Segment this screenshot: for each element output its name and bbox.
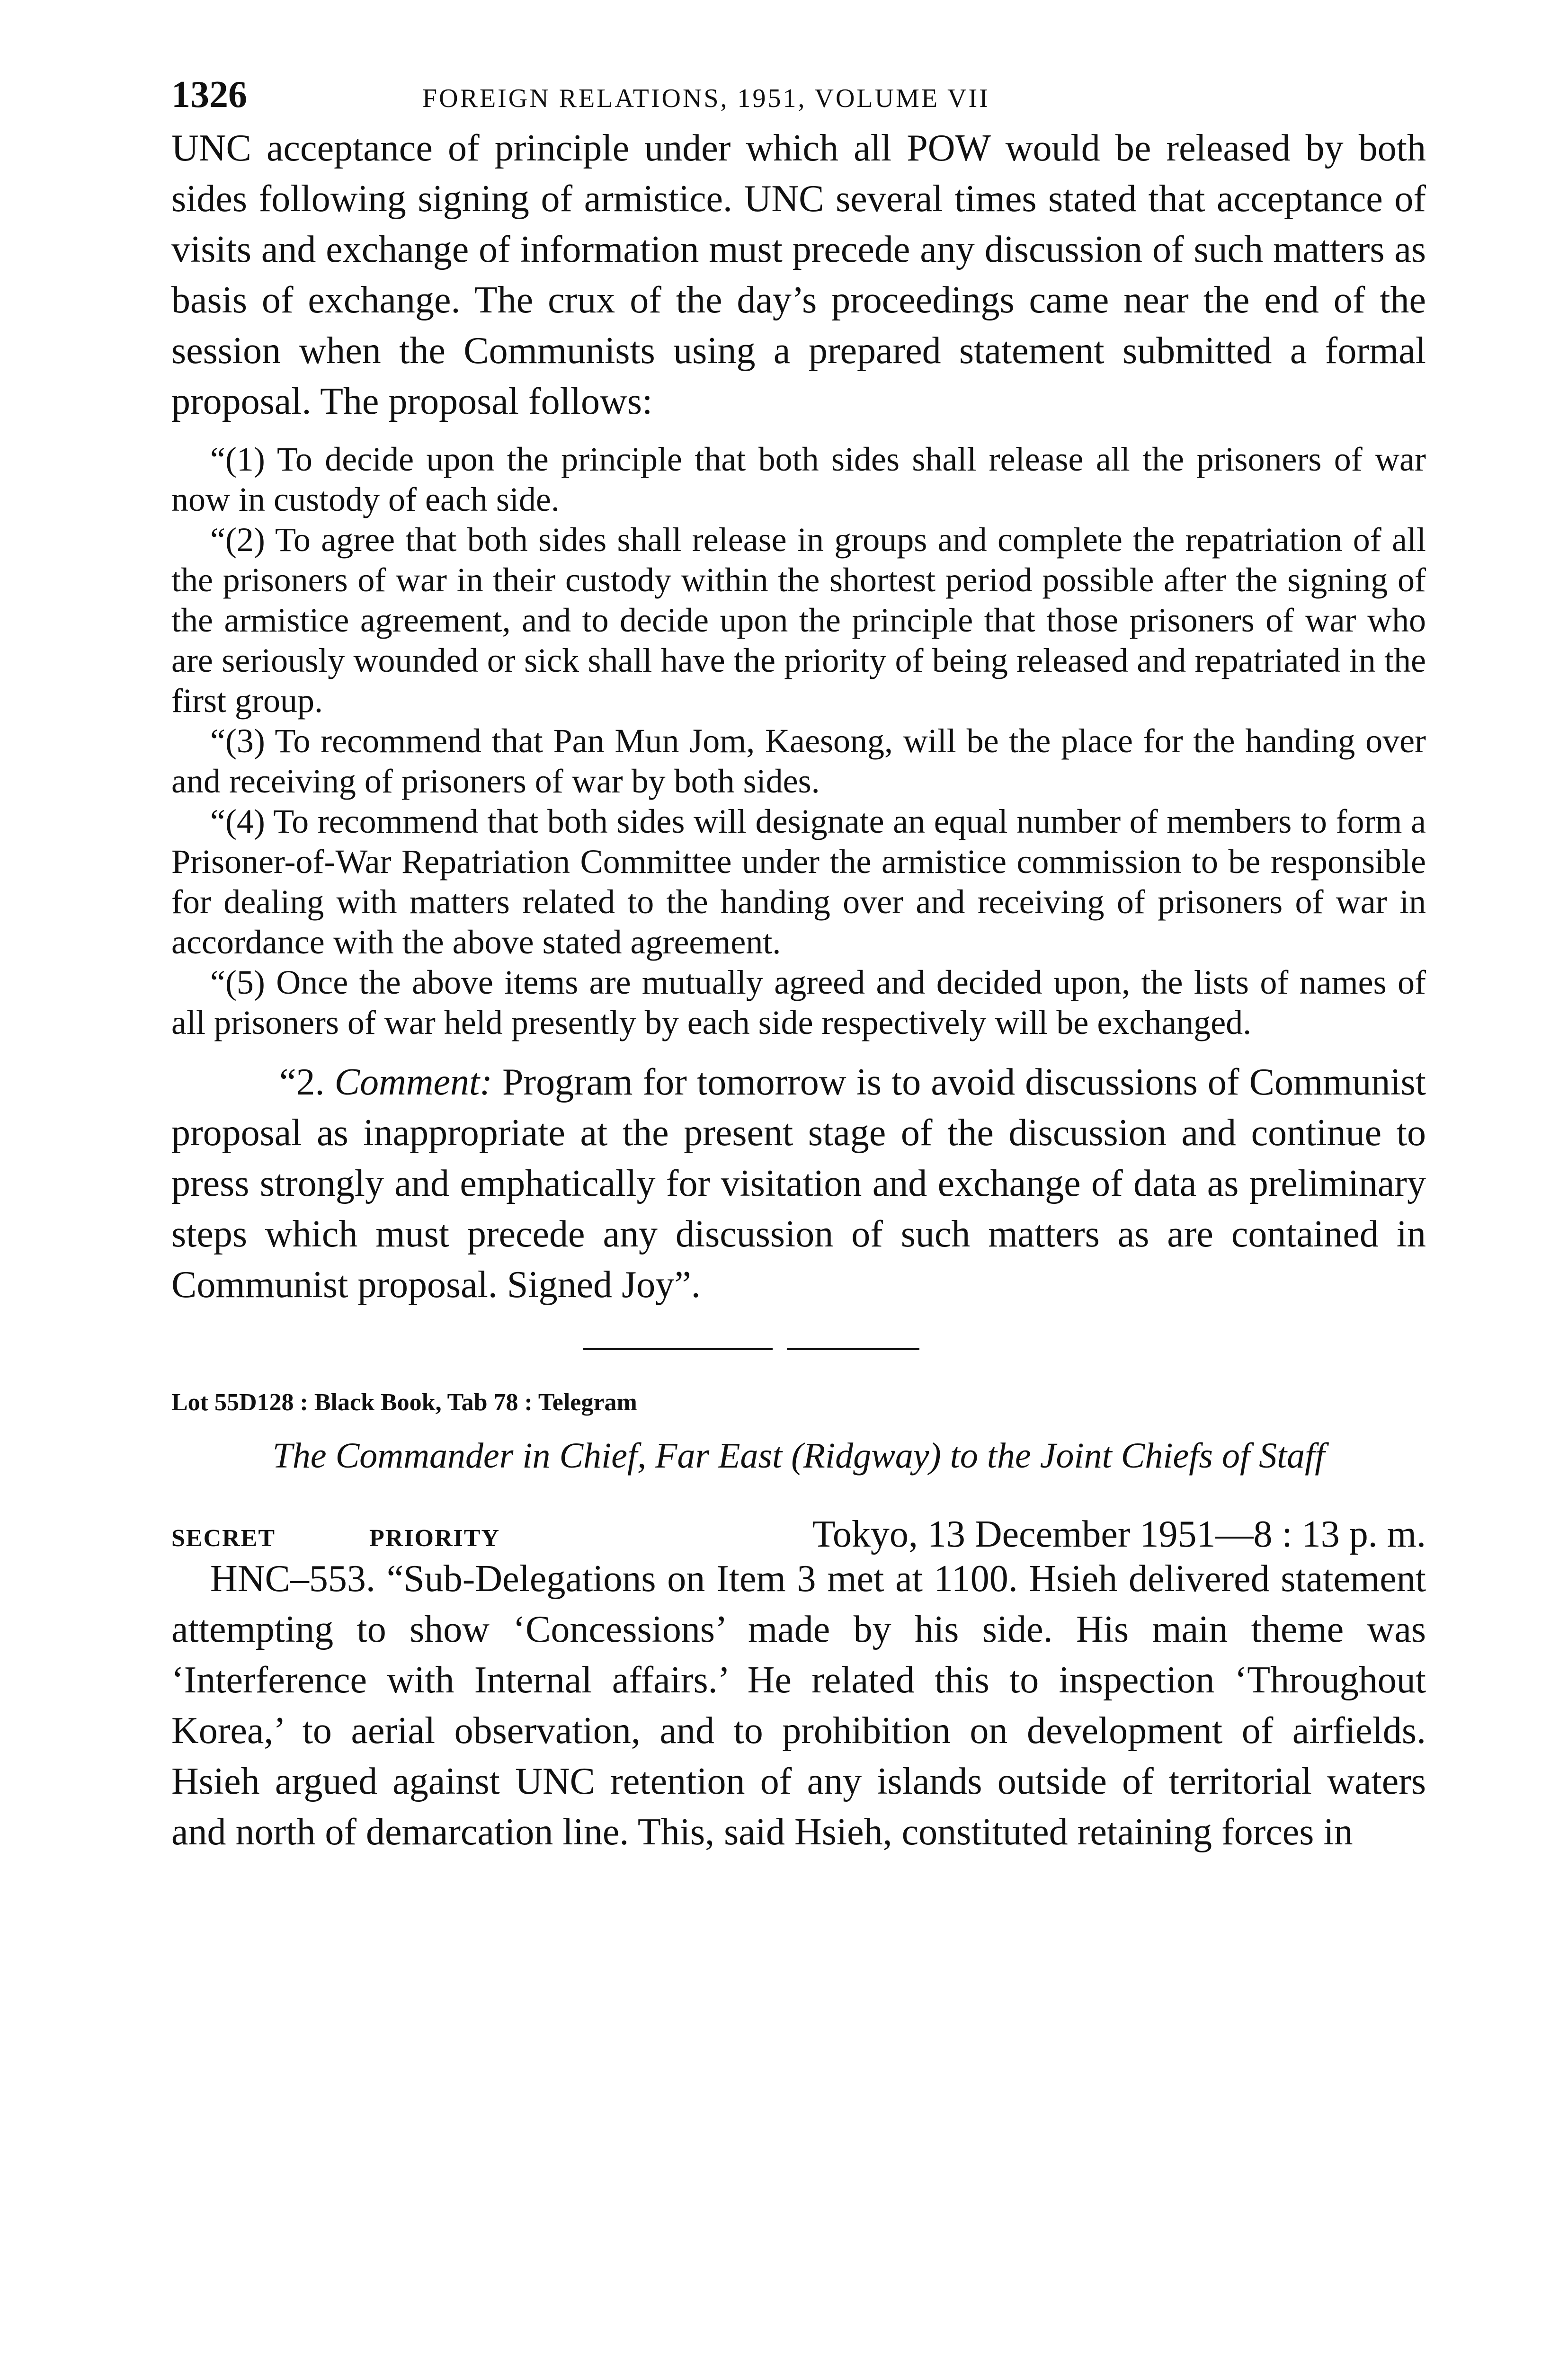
precedence-label: PRIORITY — [369, 1525, 500, 1552]
proposal-item-2: “(2) To agree that both sides shall release in groups and complete the repatriation of all the prisoners of war in their custody within the shortest period possible after the signing of the armistice agreement, and to decide upon the principle that those prisoners of war who are seriously wounded or sick shall have the priority of being released and repatriated in the first group. — [171, 521, 1426, 720]
section-divider — [171, 1339, 1426, 1358]
continuation-paragraph: UNC acceptance of principle under which all POW would be released by both sides following signing of armistice. UNC several times stated that acceptance of visits and exchange of information must precede any discussion of such matters as basis of exchange. The crux of the day’s proceedings came near the end of the session when the Communists using a prepared statement submitted a formal proposal. The proposal follows: — [171, 127, 1426, 422]
running-head — [171, 66, 1426, 123]
running-title: FOREIGN RELATIONS, 1951, VOLUME VII — [422, 84, 990, 113]
proposal-item-1: “(1) To decide upon the principle that both sides shall release all the prisoners of war now in custody of each side. — [171, 440, 1426, 518]
source-citation: Lot 55D128 : Black Book, Tab 78 : Telegram — [171, 1389, 637, 1416]
comment-text: Program for tomorrow is to avoid discussions of Communist proposal as inappropriate at the present stage of the discussion and continue to press strongly and emphatically for visitation and exchange of data as preliminary steps which must precede any discussion of such matters as are contained in Communist proposal. Signed Joy”. — [171, 1061, 1426, 1306]
proposal-item-4: “(4) To recommend that both sides will designate an equal number of members to form a Prisoner-of-War Repatriation Committee under the armistice commission to be responsible for dealing with matters related to the handing over and receiving of prisoners of war in accordance with the above stated agreement. — [171, 802, 1426, 961]
document-heading: The Commander in Chief, Far East (Ridgway) to the Joint Chiefs of Staff — [272, 1436, 1325, 1476]
dateline: Tokyo, 13 December 1951—8 : 13 p. m. — [812, 1513, 1426, 1555]
page-number: 1326 — [171, 74, 247, 116]
telegram-body: HNC–553. “Sub-Delegations on Item 3 met at 1100. Hsieh delivered statement attempting to show ‘Concessions’ made by his side. His main theme was ‘Interference with Internal affairs.’ He related this to inspection ‘Throughout Korea,’ to aerial observation, and to prohibition on development of airfields. Hsieh argued against UNC retention of any islands outside of territorial waters and north of demarcation line. This, said Hsieh, constituted retaining forces in — [171, 1558, 1426, 1853]
telegram-meta — [171, 1506, 1426, 1554]
comment-prefix: “2. — [279, 1061, 335, 1103]
proposal-item-5: “(5) Once the above items are mutually agreed and decided upon, the lists of names of all prisoners of war held presently by each side respectively will be exchanged. — [171, 963, 1426, 1041]
comment-label: Comment: — [334, 1061, 492, 1103]
comment-paragraph — [171, 1057, 1426, 1310]
document-page — [171, 66, 1426, 1858]
divider-rule-short — [787, 1348, 919, 1350]
classification-label: SECRET — [171, 1525, 276, 1552]
proposal-quote-block — [171, 439, 1426, 1043]
proposal-item-3: “(3) To recommend that Pan Mun Jom, Kaesong, will be the place for the handing over and receiving of prisoners of war by both sides. — [171, 722, 1426, 800]
divider-rule-long — [583, 1348, 773, 1350]
